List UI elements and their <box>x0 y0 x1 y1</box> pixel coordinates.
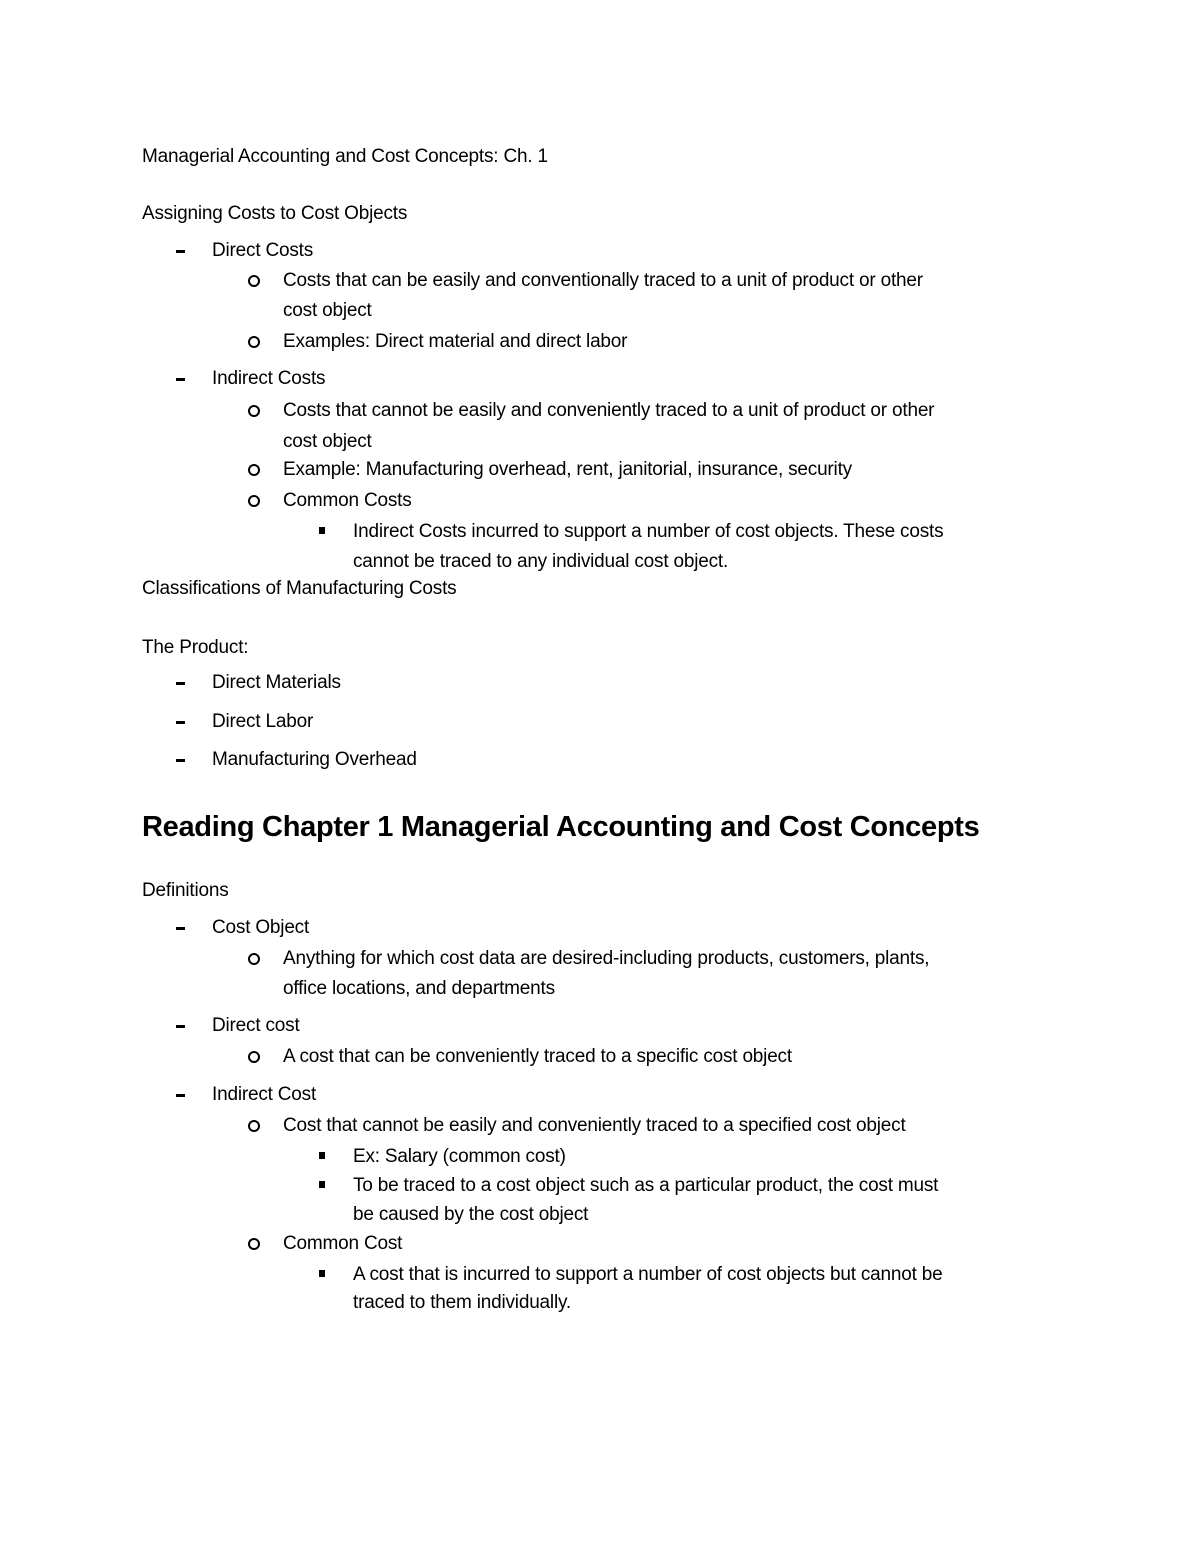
list-item-text: Anything for which cost data are desired-including products, customers, plants, <box>283 948 930 969</box>
section-heading-classifications: Classifications of Manufacturing Costs <box>142 578 457 599</box>
reading-heading: Reading Chapter 1 Managerial Accounting and Cost Concepts <box>142 811 980 843</box>
list-item-text: Example: Manufacturing overhead, rent, janitorial, insurance, security <box>283 459 852 480</box>
dash-bullet-icon <box>176 721 185 724</box>
list-item-direct-materials: Direct Materials <box>212 672 341 693</box>
dash-bullet-icon <box>176 927 185 930</box>
list-item-common-cost: Common Cost <box>283 1233 403 1254</box>
list-item-direct-costs: Direct Costs <box>212 240 314 261</box>
square-bullet-icon <box>319 1181 325 1188</box>
definitions-label: Definitions <box>142 880 229 901</box>
circle-bullet-icon <box>248 1120 260 1132</box>
list-item-cost-object: Cost Object <box>212 917 310 938</box>
document-title: Managerial Accounting and Cost Concepts: Ch. 1 <box>142 146 548 167</box>
list-item-text: A cost that can be conveniently traced to a specific cost object <box>283 1046 792 1067</box>
dash-bullet-icon <box>176 250 185 253</box>
list-item-text: Indirect Costs incurred to support a number of cost objects. These costs <box>353 521 944 542</box>
dash-bullet-icon <box>176 759 185 762</box>
circle-bullet-icon <box>248 1238 260 1250</box>
dash-bullet-icon <box>176 378 185 381</box>
list-item-text-cont: office locations, and departments <box>283 978 555 999</box>
list-item-text: Ex: Salary (common cost) <box>353 1146 566 1167</box>
circle-bullet-icon <box>248 336 260 348</box>
circle-bullet-icon <box>248 405 260 417</box>
list-item-common-costs: Common Costs <box>283 490 412 511</box>
list-item-indirect-cost: Indirect Cost <box>212 1084 317 1105</box>
product-label: The Product: <box>142 637 249 658</box>
square-bullet-icon <box>319 527 325 534</box>
dash-bullet-icon <box>176 1094 185 1097</box>
list-item-text: Costs that can be easily and conventionally traced to a unit of product or other <box>283 270 923 291</box>
section-heading-assigning-costs: Assigning Costs to Cost Objects <box>142 203 408 224</box>
list-item-text: To be traced to a cost object such as a particular product, the cost must <box>353 1175 939 1196</box>
list-item-manufacturing-overhead: Manufacturing Overhead <box>212 749 417 770</box>
circle-bullet-icon <box>248 275 260 287</box>
square-bullet-icon <box>319 1270 325 1277</box>
list-item-direct-labor: Direct Labor <box>212 711 314 732</box>
list-item-text: A cost that is incurred to support a number of cost objects but cannot be <box>353 1264 943 1285</box>
list-item-text-cont: cost object <box>283 431 372 452</box>
circle-bullet-icon <box>248 495 260 507</box>
list-item-text-cont: traced to them individually. <box>353 1292 571 1313</box>
list-item-text-cont: cannot be traced to any individual cost object. <box>353 551 729 572</box>
list-item-text-cont: cost object <box>283 300 372 321</box>
list-item-direct-cost: Direct cost <box>212 1015 300 1036</box>
dash-bullet-icon <box>176 682 185 685</box>
list-item-indirect-costs: Indirect Costs <box>212 368 326 389</box>
dash-bullet-icon <box>176 1025 185 1028</box>
square-bullet-icon <box>319 1152 325 1159</box>
list-item-text: Costs that cannot be easily and conveniently traced to a unit of product or other <box>283 400 935 421</box>
circle-bullet-icon <box>248 464 260 476</box>
circle-bullet-icon <box>248 953 260 965</box>
list-item-text: Examples: Direct material and direct labor <box>283 331 628 352</box>
list-item-text-cont: be caused by the cost object <box>353 1204 589 1225</box>
list-item-text: Cost that cannot be easily and conveniently traced to a specified cost object <box>283 1115 906 1136</box>
circle-bullet-icon <box>248 1051 260 1063</box>
